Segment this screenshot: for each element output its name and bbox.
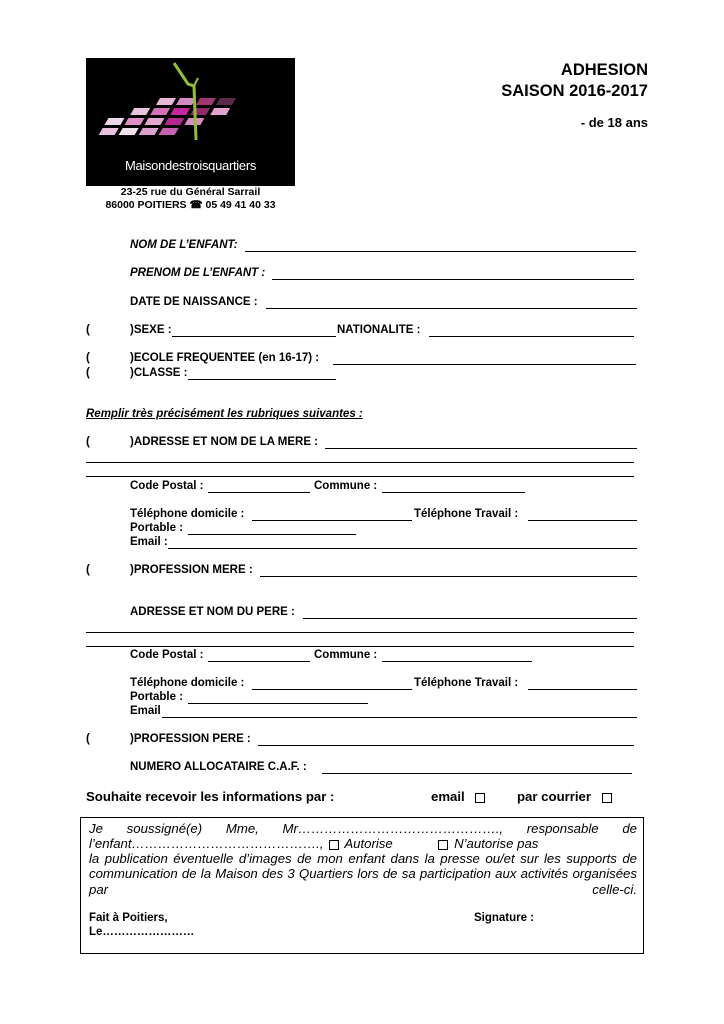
adresse-mere-label: )ADRESSE ET NOM DE LA MERE : xyxy=(130,436,319,448)
title-block xyxy=(501,60,648,130)
pere-email-label: Email xyxy=(130,705,161,717)
pere-portable-field[interactable] xyxy=(188,703,368,704)
ecole-field[interactable] xyxy=(333,364,636,365)
title-age: - de 18 ans xyxy=(580,115,648,130)
pere-tel-domicile-field[interactable] xyxy=(252,689,412,690)
profession-pere-label: )PROFESSION PERE : xyxy=(130,733,251,745)
classe-field[interactable] xyxy=(188,379,336,380)
adresse-mere-line-2[interactable] xyxy=(86,462,634,463)
profession-pere-paren: ( xyxy=(86,733,90,745)
date-naissance-label: DATE DE NAISSANCE : xyxy=(130,296,258,308)
logo-text: Maisondestroisquartiers xyxy=(124,158,257,173)
prenom-enfant-field[interactable] xyxy=(272,279,634,280)
date-le: Le…………………… xyxy=(89,926,195,938)
consent-word-je: Je xyxy=(89,821,103,836)
adresse-mere-field[interactable] xyxy=(325,448,637,449)
logo-graphic xyxy=(86,58,295,158)
profession-mere-field[interactable] xyxy=(260,576,637,577)
sexe-field[interactable] xyxy=(172,336,336,337)
mere-commune-field[interactable] xyxy=(382,492,525,493)
infos-email-option[interactable] xyxy=(431,789,487,804)
consent-box xyxy=(80,817,644,954)
sexe-paren: ( xyxy=(86,324,90,336)
nautorise-checkbox[interactable] xyxy=(438,840,448,850)
mere-tel-travail-label: Téléphone Travail : xyxy=(414,508,519,520)
consent-word-mr: Mr………………………………………., xyxy=(282,821,504,836)
adresse-pere-label: ADRESSE ET NOM DU PERE : xyxy=(130,606,295,618)
consent-word-responsable: responsable xyxy=(526,821,599,836)
nautorise-label: N’autorise pas xyxy=(454,836,539,851)
title-adhesion: ADHESION xyxy=(560,61,648,79)
consent-line-2 xyxy=(89,836,637,851)
pere-email-field[interactable] xyxy=(162,717,637,718)
infos-courrier-label: par courrier xyxy=(517,789,592,804)
prenom-enfant-label: PRENOM DE L’ENFANT : xyxy=(130,267,266,279)
ecole-paren: ( xyxy=(86,352,90,364)
mere-email-label: Email : xyxy=(130,536,168,548)
infos-email-label: email xyxy=(431,789,465,804)
date-naissance-field[interactable] xyxy=(266,308,637,309)
instruction: Remplir très précisément les rubriques suivantes : xyxy=(86,408,363,420)
infos-courrier-checkbox[interactable] xyxy=(602,793,612,803)
nationalite-label: NATIONALITE : xyxy=(337,324,421,336)
title-saison: SAISON 2016-2017 xyxy=(501,82,648,100)
consent-word-de: de xyxy=(622,821,637,836)
caf-field[interactable] xyxy=(322,773,632,774)
consent-word-soussigne: soussigné(e) xyxy=(126,821,203,836)
infos-courrier-option[interactable] xyxy=(517,789,614,804)
infos-label: Souhaite recevoir les informations par : xyxy=(86,789,335,804)
infos-email-checkbox[interactable] xyxy=(475,793,485,803)
mere-email-field[interactable] xyxy=(168,548,637,549)
mere-paren: ( xyxy=(86,436,90,448)
classe-paren: ( xyxy=(86,367,90,379)
consent-paragraph: la publication éventuelle d’images de mon enfant dans la presse ou/et sur les supports de communication de la Maison des 3 Quartiers lors de sa participation aux activités organisées par celle-ci. xyxy=(89,851,637,897)
profession-mere-paren: ( xyxy=(86,564,90,576)
profession-mere-label: )PROFESSION MERE : xyxy=(130,564,253,576)
sexe-label: )SEXE : xyxy=(130,324,172,336)
mere-portable-field[interactable] xyxy=(188,534,356,535)
mere-commune-label: Commune : xyxy=(314,480,378,492)
classe-label: )CLASSE : xyxy=(130,367,188,379)
pere-code-postal-label: Code Postal : xyxy=(130,649,204,661)
pere-portable-label: Portable : xyxy=(130,691,184,703)
consent-enfant-text: l’enfant……………………………………., xyxy=(89,836,328,851)
mere-code-postal-label: Code Postal : xyxy=(130,480,204,492)
pere-commune-label: Commune : xyxy=(314,649,378,661)
logo xyxy=(86,58,295,186)
mere-tel-domicile-label: Téléphone domicile : xyxy=(130,508,245,520)
pere-tel-travail-field[interactable] xyxy=(528,689,637,690)
pere-code-postal-field[interactable] xyxy=(208,661,310,662)
profession-pere-field[interactable] xyxy=(258,745,634,746)
mere-code-postal-field[interactable] xyxy=(208,492,310,493)
mere-tel-travail-field[interactable] xyxy=(528,520,637,521)
consent-line-1 xyxy=(89,821,637,836)
consent-word-mme: Mme, xyxy=(225,821,259,836)
adresse-pere-line-2[interactable] xyxy=(86,632,634,633)
nationalite-field[interactable] xyxy=(429,336,634,337)
mere-tel-domicile-field[interactable] xyxy=(252,520,412,521)
mere-portable-label: Portable : xyxy=(130,522,184,534)
autorise-checkbox[interactable] xyxy=(329,840,339,850)
fait-a-poitiers: Fait à Poitiers, xyxy=(89,912,168,924)
pere-commune-field[interactable] xyxy=(382,661,532,662)
adresse-mere-line-3[interactable] xyxy=(86,476,634,477)
nom-enfant-label: NOM DE L’ENFANT: xyxy=(130,239,238,251)
caf-label: NUMERO ALLOCATAIRE C.A.F. : xyxy=(130,761,307,773)
nom-enfant-field[interactable] xyxy=(245,251,636,252)
autorise-label: Autorise xyxy=(344,836,393,851)
pere-tel-domicile-label: Téléphone domicile : xyxy=(130,677,245,689)
address-line-1: 23-25 rue du Général Sarrail xyxy=(120,186,261,198)
adresse-pere-field[interactable] xyxy=(303,618,637,619)
pere-tel-travail-label: Téléphone Travail : xyxy=(414,677,519,689)
address-line-2: 86000 POITIERS ☎ 05 49 41 40 33 xyxy=(105,199,276,211)
signature-label: Signature : xyxy=(474,912,535,924)
ecole-label: )ECOLE FREQUENTEE (en 16-17) : xyxy=(130,352,320,364)
adresse-pere-line-3[interactable] xyxy=(86,646,634,647)
